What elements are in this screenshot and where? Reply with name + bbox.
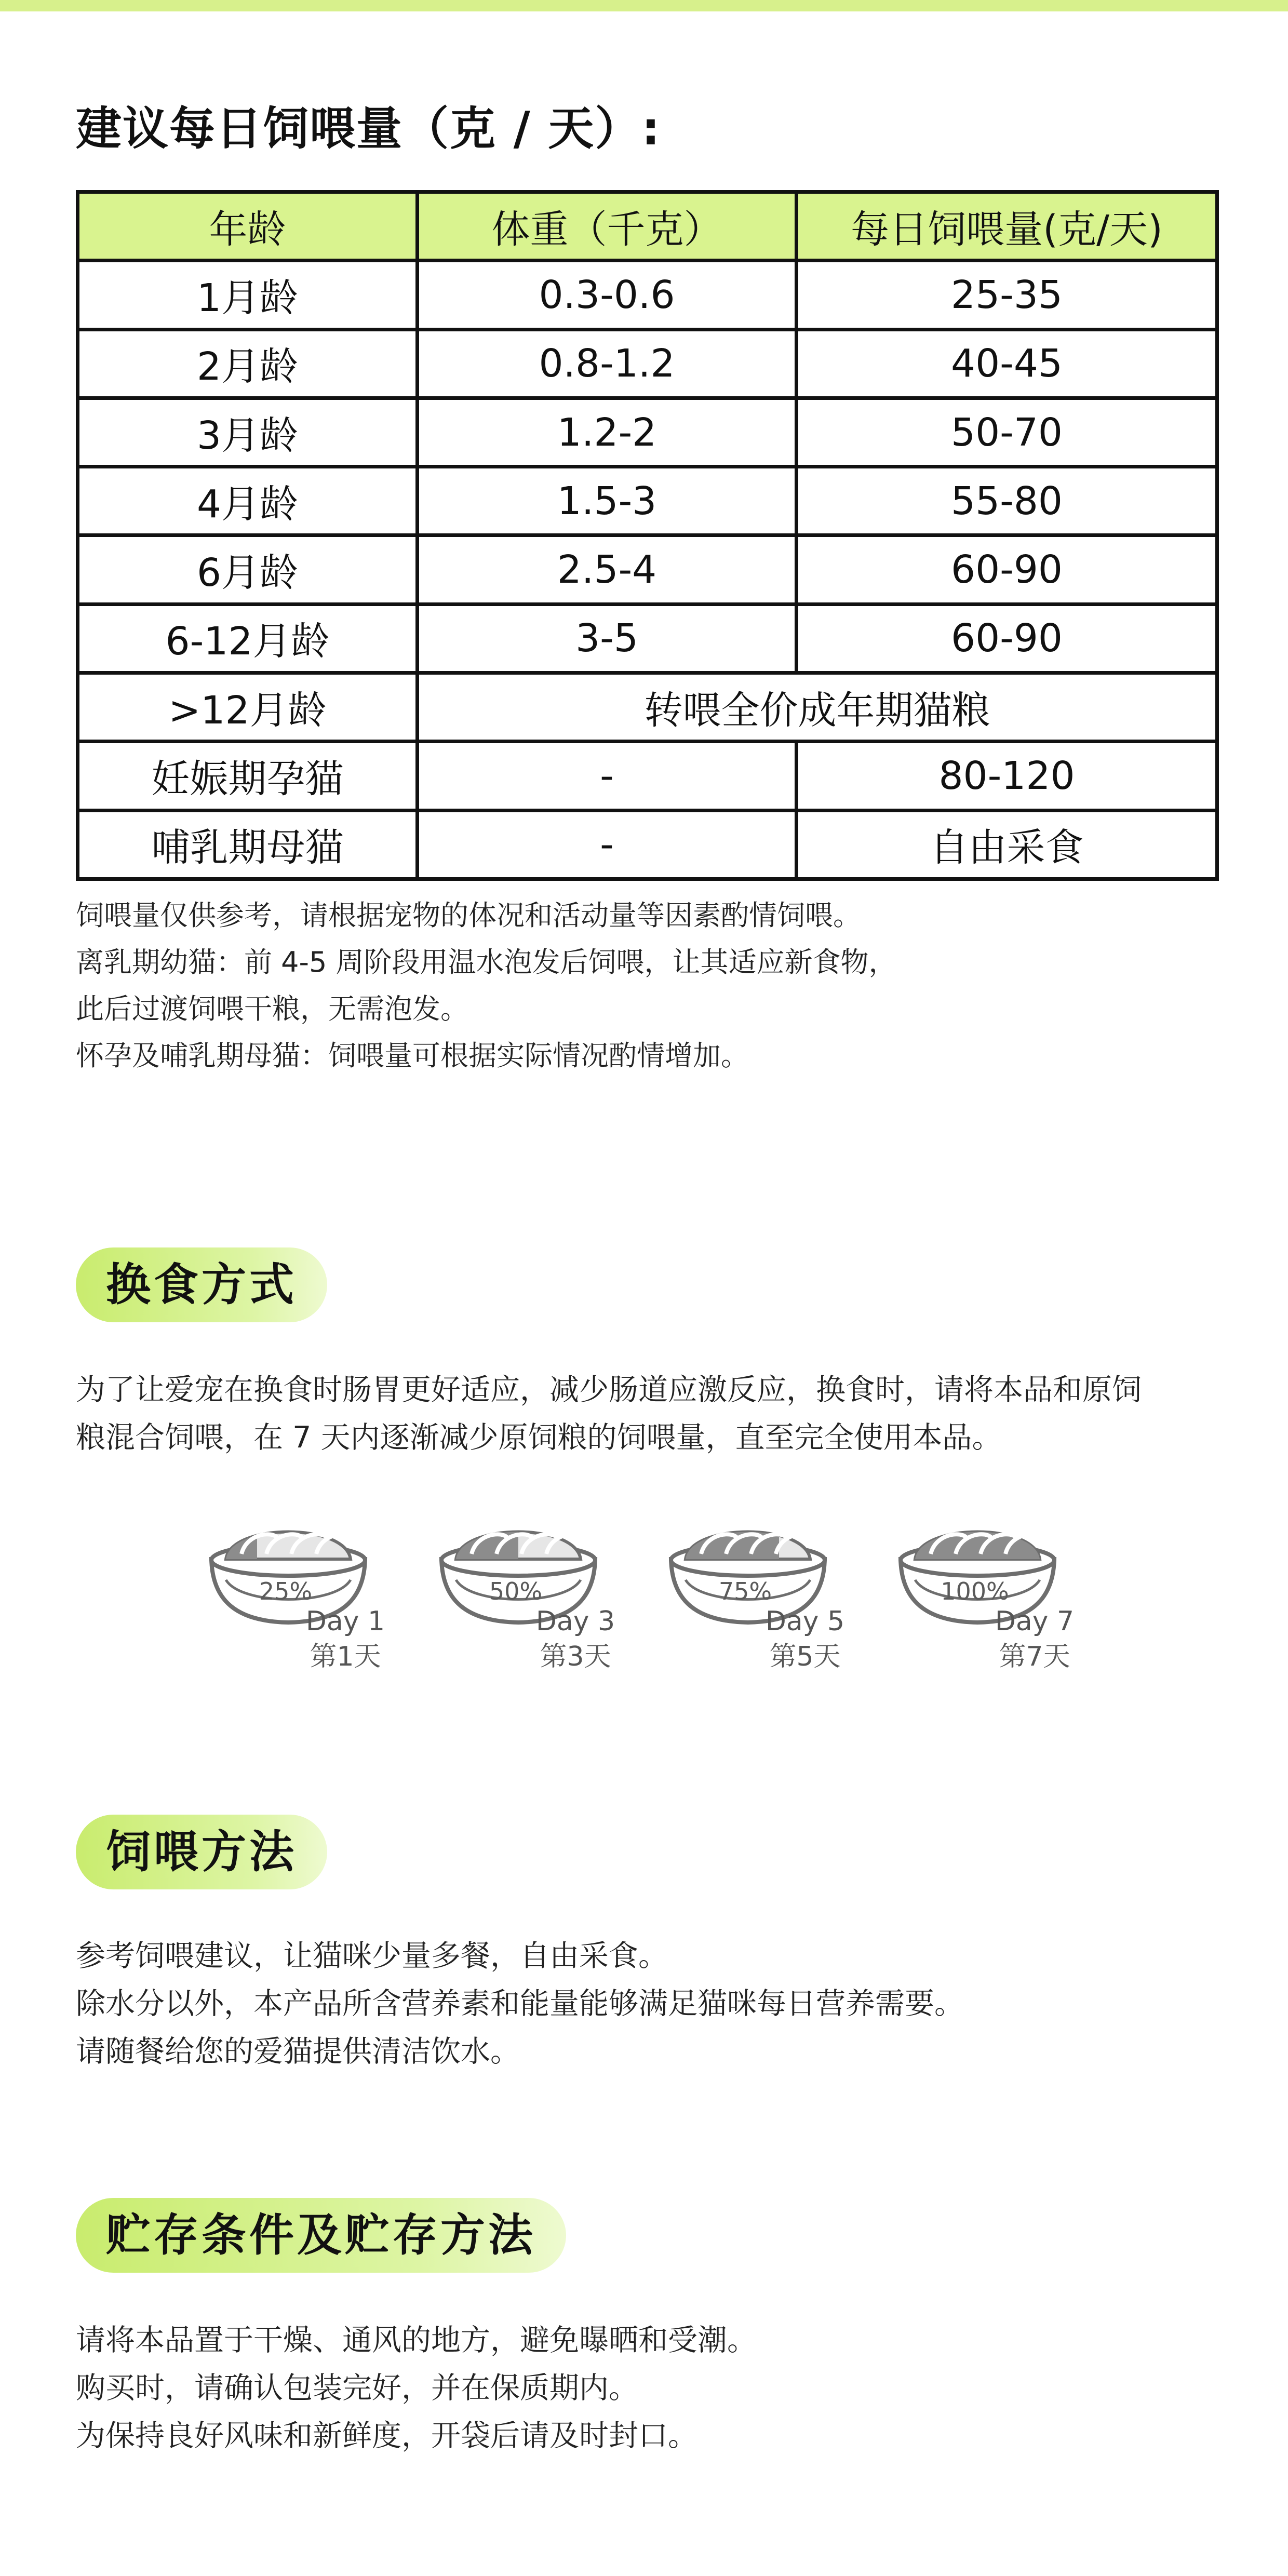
cell-adult-food-note: 转喂全价成年期猫粮 xyxy=(418,673,1217,742)
cell-age: 4月龄 xyxy=(78,467,418,535)
step-day-zh: 第1天 xyxy=(310,1641,381,1672)
cell-weight: 0.3-0.6 xyxy=(418,261,797,329)
step-day-zh: 第5天 xyxy=(769,1641,841,1672)
cell-amount: 50-70 xyxy=(797,398,1217,466)
cell-amount: 自由采食 xyxy=(797,810,1217,879)
paragraph-line: 除水分以外，本产品所含营养素和能量能够满足猫咪每日营养需要。 xyxy=(76,1987,964,2021)
note-line: 此后过渡饲喂干粮，无需泡发。 xyxy=(76,992,468,1025)
paragraph-line: 为了让爱宠在换食时肠胃更好适应，减少肠道应激反应，换食时，请将本品和原饲 xyxy=(76,1373,1142,1407)
header-age: 年龄 xyxy=(78,192,418,261)
cell-weight: 2.5-4 xyxy=(418,535,797,604)
step-percent: 75% xyxy=(718,1577,772,1605)
switching-description xyxy=(76,1366,1142,1461)
step-percent: 50% xyxy=(489,1577,543,1605)
cell-amount: 80-120 xyxy=(797,742,1217,810)
cell-age: 2月龄 xyxy=(78,329,418,398)
cell-amount: 55-80 xyxy=(797,467,1217,535)
step-day-zh: 第7天 xyxy=(999,1641,1070,1672)
feeding-notes xyxy=(76,892,897,1079)
cell-age: 6月龄 xyxy=(78,535,418,604)
table-row xyxy=(78,535,1217,604)
table-header-row xyxy=(78,192,1217,261)
step-day-en: Day 5 xyxy=(765,1606,845,1637)
table-row-over-12-months xyxy=(78,673,1217,742)
cell-age: 妊娠期孕猫 xyxy=(78,742,418,810)
cell-age: 1月龄 xyxy=(78,261,418,329)
step-percent: 100% xyxy=(941,1577,1009,1605)
step-day-en: Day 7 xyxy=(995,1606,1075,1637)
table-row-lactating xyxy=(78,810,1217,879)
table-row xyxy=(78,467,1217,535)
header-weight: 体重（千克） xyxy=(418,192,797,261)
table-row xyxy=(78,604,1217,673)
cell-weight: 1.5-3 xyxy=(418,467,797,535)
paragraph-line: 粮混合饲喂，在 7 天内逐渐减少原饲粮的饲喂量，直至完全使用本品。 xyxy=(76,1420,1002,1455)
table-row-pregnant xyxy=(78,742,1217,810)
transition-step xyxy=(435,1502,633,1689)
cell-weight: - xyxy=(418,742,797,810)
feeding-title: 建议每日饲喂量（克 / 天）: xyxy=(76,102,661,155)
table-row xyxy=(78,261,1217,329)
transition-step xyxy=(665,1502,862,1689)
paragraph-line: 为保持良好风味和新鲜度，开袋后请及时封口。 xyxy=(76,2419,697,2453)
paragraph-line: 购买时，请确认包装完好，并在保质期内。 xyxy=(76,2371,638,2405)
note-line: 离乳期幼猫：前 4-5 周阶段用温水泡发后饲喂，让其适应新食物， xyxy=(76,946,897,978)
paragraph-line: 请随餐给您的爱猫提供清洁饮水。 xyxy=(76,2034,520,2069)
paragraph-line: 请将本品置于干燥、通风的地方，避免曝晒和受潮。 xyxy=(76,2323,757,2357)
step-day-zh: 第3天 xyxy=(540,1641,611,1672)
transition-step xyxy=(205,1502,403,1689)
cell-weight: 3-5 xyxy=(418,604,797,673)
feeding-table xyxy=(76,190,1219,881)
header-amount: 每日饲喂量(克/天) xyxy=(797,192,1217,261)
method-section-title: 饲喂方法 xyxy=(76,1815,327,1889)
cell-weight: 1.2-2 xyxy=(418,398,797,466)
cell-weight: 0.8-1.2 xyxy=(418,329,797,398)
method-description xyxy=(76,1932,964,2075)
cell-age: 哺乳期母猫 xyxy=(78,810,418,879)
cell-age: 3月龄 xyxy=(78,398,418,466)
cell-weight: - xyxy=(418,810,797,879)
paragraph-line: 参考饲喂建议，让猫咪少量多餐，自由采食。 xyxy=(76,1939,668,1973)
cell-amount: 60-90 xyxy=(797,535,1217,604)
table-row xyxy=(78,398,1217,466)
storage-description xyxy=(76,2316,757,2460)
step-day-en: Day 3 xyxy=(535,1606,615,1637)
note-line: 怀孕及哺乳期母猫：饲喂量可根据实际情况酌情增加。 xyxy=(76,1039,749,1072)
switching-section-title: 换食方式 xyxy=(76,1247,327,1322)
table-row xyxy=(78,329,1217,398)
transition-step xyxy=(894,1502,1092,1689)
step-percent: 25% xyxy=(259,1577,313,1605)
note-line: 饲喂量仅供参考，请根据宠物的体况和活动量等因素酌情饲喂。 xyxy=(76,899,861,932)
storage-section-title: 贮存条件及贮存方法 xyxy=(76,2198,566,2273)
cell-amount: 60-90 xyxy=(797,604,1217,673)
cell-amount: 25-35 xyxy=(797,261,1217,329)
cell-amount: 40-45 xyxy=(797,329,1217,398)
top-accent-bar xyxy=(0,0,1288,11)
cell-age: >12月龄 xyxy=(78,673,418,742)
cell-age: 6-12月龄 xyxy=(78,604,418,673)
step-day-en: Day 1 xyxy=(305,1606,385,1637)
